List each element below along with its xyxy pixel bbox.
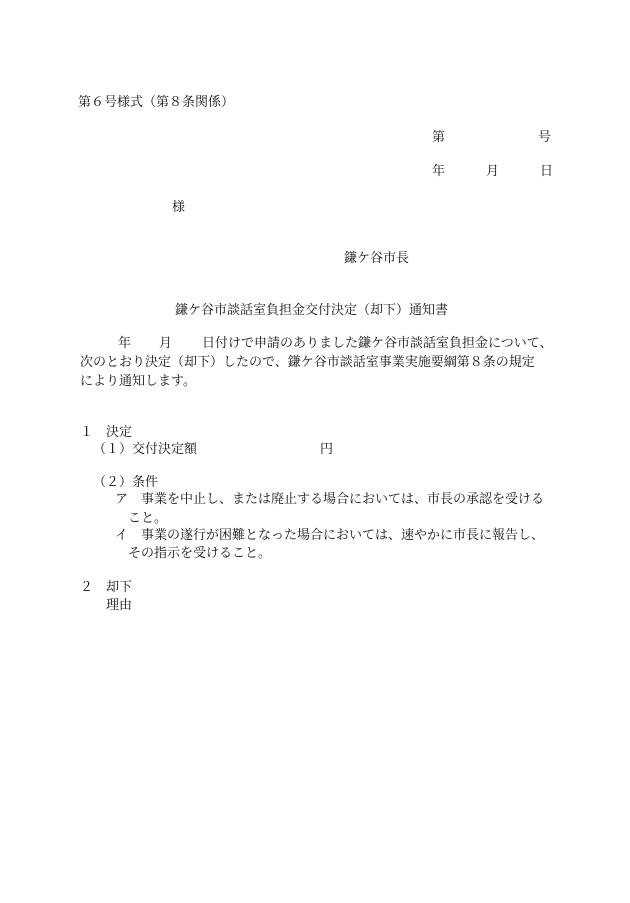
conditions-label: （２）条件 [93, 475, 159, 490]
date-year: 年 [432, 164, 446, 179]
number-suffix: 号 [538, 130, 552, 145]
section1-heading: １ 決定 [80, 425, 133, 440]
body-line1: 日付けで申請のありました鎌ケ谷市談話室負担金について、 [202, 336, 553, 351]
date-month: 月 [486, 164, 500, 179]
body-month: 月 [159, 336, 173, 351]
body-line3: により通知します。 [80, 374, 196, 389]
grant-amount-label: （１）交付決定額 [93, 442, 198, 457]
rejection-reason-label: 理由 [106, 598, 133, 613]
date-day: 日 [540, 164, 554, 179]
number-prefix: 第 [432, 130, 446, 145]
condition-i-line1: イ 事業の遂行が困難となった場合においては、速やかに市長に報告し、 [115, 528, 545, 543]
addressee-suffix: 様 [172, 200, 186, 215]
body-line2: 次のとおり決定（却下）したので、鎌ケ谷市談話室事業実施要綱第８条の規定 [80, 355, 535, 370]
issuer-name: 鎌ケ谷市長 [344, 251, 410, 266]
condition-a-line2: こと。 [128, 511, 168, 526]
form-label: 第６号様式（第８条関係） [78, 95, 235, 110]
section2-heading: ２ 却下 [80, 580, 133, 595]
body-year: 年 [118, 336, 132, 351]
condition-i-line2: その指示を受けること。 [128, 546, 272, 561]
condition-a-line1: ア 事業を中止し、または廃止する場合においては、市長の承認を受ける [115, 492, 545, 507]
grant-amount-unit: 円 [320, 442, 334, 457]
document-title: 鎌ケ谷市談話室負担金交付決定（却下）通知書 [175, 303, 449, 318]
